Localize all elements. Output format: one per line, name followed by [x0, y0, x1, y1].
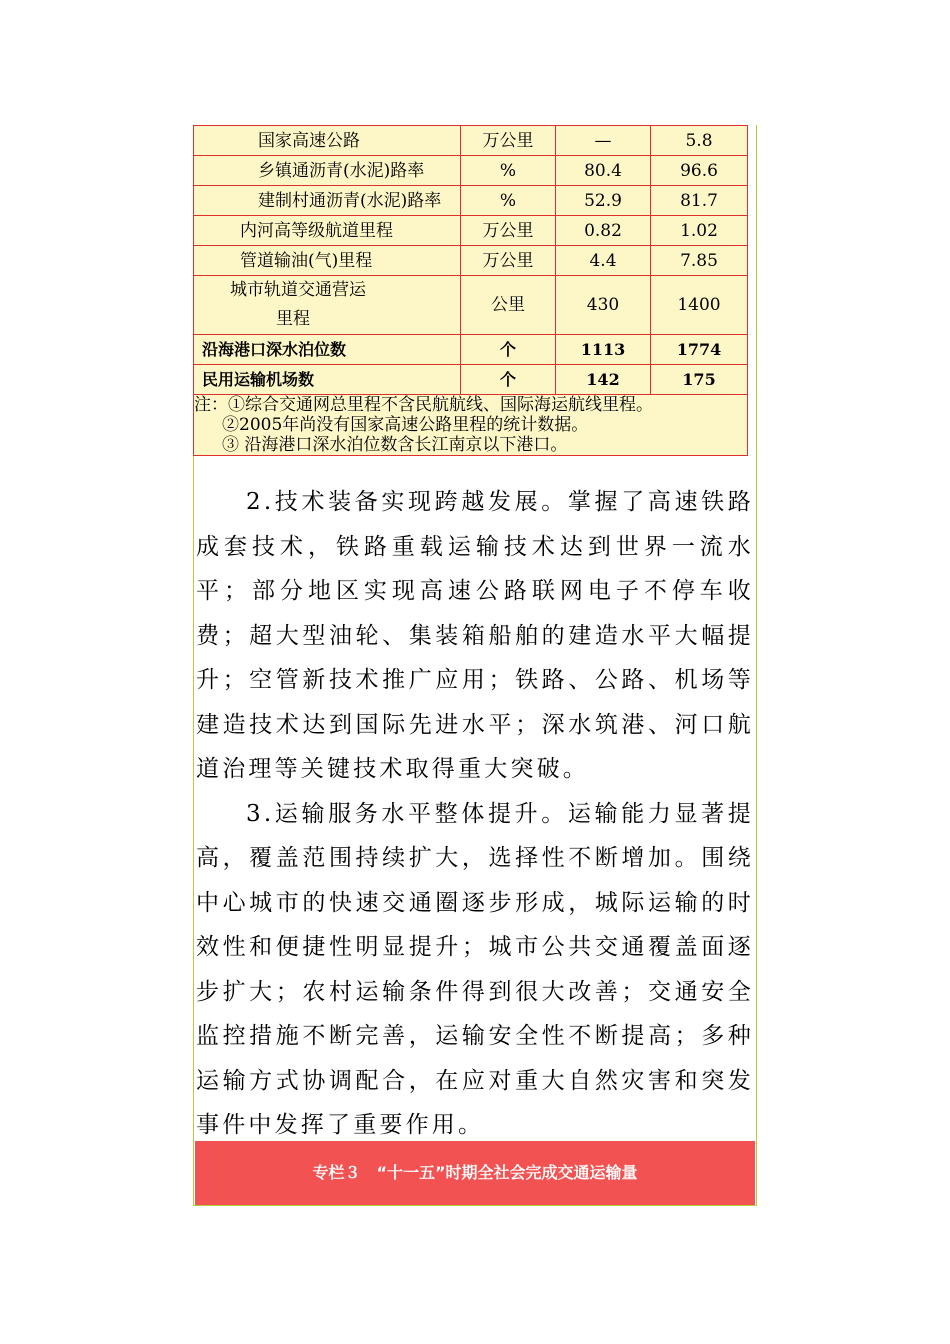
row-value-2010: 1.02	[651, 216, 748, 246]
row-value-2010: 7.85	[651, 246, 748, 276]
note-line: 注：①综合交通网总里程不含民航航线、国际海运航线里程。	[194, 395, 653, 415]
table-row	[194, 126, 748, 156]
row-value-2010: 96.6	[651, 156, 748, 186]
row-value-2005: 0.82	[556, 216, 651, 246]
row-unit: 万公里	[461, 126, 556, 156]
row-name-line: 里程	[276, 309, 310, 329]
row-name	[194, 276, 461, 335]
row-value-2005: 4.4	[556, 246, 651, 276]
note-line: ②2005年尚没有国家高速公路里程的统计数据。	[222, 415, 589, 435]
row-unit: 公里	[461, 276, 556, 335]
table-notes-row	[194, 395, 748, 456]
table-row	[194, 216, 748, 246]
row-value-2010: 81.7	[651, 186, 748, 216]
row-value-2010: 1400	[651, 276, 748, 335]
paragraph-transport-service: 3.运输服务水平整体提升。运输能力显著提高，覆盖范围持续扩大，选择性不断增加。围绕中心城市的快速交通圈逐步形成，城际运输的时效性和便捷性明显提升；城市公共交通覆盖面逐步扩大；农村运输条件得到很大改善；交通安全监控措施不断完善，运输安全性不断提高；多种运输方式协调配合，在应对重大自然灾害和突发事件中发挥了重要作用。	[196, 800, 754, 1138]
row-name-line: 城市轨道交通营运	[230, 280, 366, 300]
row-unit: 万公里	[461, 216, 556, 246]
row-value-2005: —	[556, 126, 651, 156]
row-value-2005: 142	[556, 365, 651, 395]
row-value-2005: 80.4	[556, 156, 651, 186]
row-name: 管道输油(气)里程	[194, 246, 461, 276]
row-unit: 个	[461, 335, 556, 365]
row-name: 建制村通沥青(水泥)路率	[194, 186, 461, 216]
row-name: 沿海港口深水泊位数	[194, 335, 461, 365]
note-line: ③ 沿海港口深水泊位数含长江南京以下港口。	[222, 435, 568, 455]
table-notes	[194, 395, 748, 456]
row-name: 民用运输机场数	[194, 365, 461, 395]
row-unit: 万公里	[461, 246, 556, 276]
row-value-2010: 175	[651, 365, 748, 395]
table-row	[194, 276, 748, 335]
transport-stats-table	[193, 125, 748, 456]
column-banner: 专栏３ “十一五”时期全社会完成交通运输量	[195, 1141, 755, 1205]
row-value-2010: 1774	[651, 335, 748, 365]
row-unit: %	[461, 186, 556, 216]
table-row	[194, 335, 748, 365]
row-name: 乡镇通沥青(水泥)路率	[194, 156, 461, 186]
row-name: 国家高速公路	[194, 126, 461, 156]
table-row	[194, 156, 748, 186]
row-value-2005: 1113	[556, 335, 651, 365]
row-value-2005: 52.9	[556, 186, 651, 216]
table-row	[194, 186, 748, 216]
row-unit: %	[461, 156, 556, 186]
row-unit: 个	[461, 365, 556, 395]
body-text	[196, 480, 754, 1148]
row-name: 内河高等级航道里程	[194, 216, 461, 246]
table-row	[194, 246, 748, 276]
row-value-2005: 430	[556, 276, 651, 335]
table-row	[194, 365, 748, 395]
row-value-2010: 5.8	[651, 126, 748, 156]
paragraph-tech-equipment: 2.技术装备实现跨越发展。掌握了高速铁路成套技术，铁路重载运输技术达到世界一流水平；部分地区实现高速公路联网电子不停车收费；超大型油轮、集装箱船舶的建造水平大幅提升；空管新技术推广应用；铁路、公路、机场等建造技术达到国际先进水平；深水筑港、河口航道治理等关键技术取得重大突破。	[196, 489, 754, 782]
